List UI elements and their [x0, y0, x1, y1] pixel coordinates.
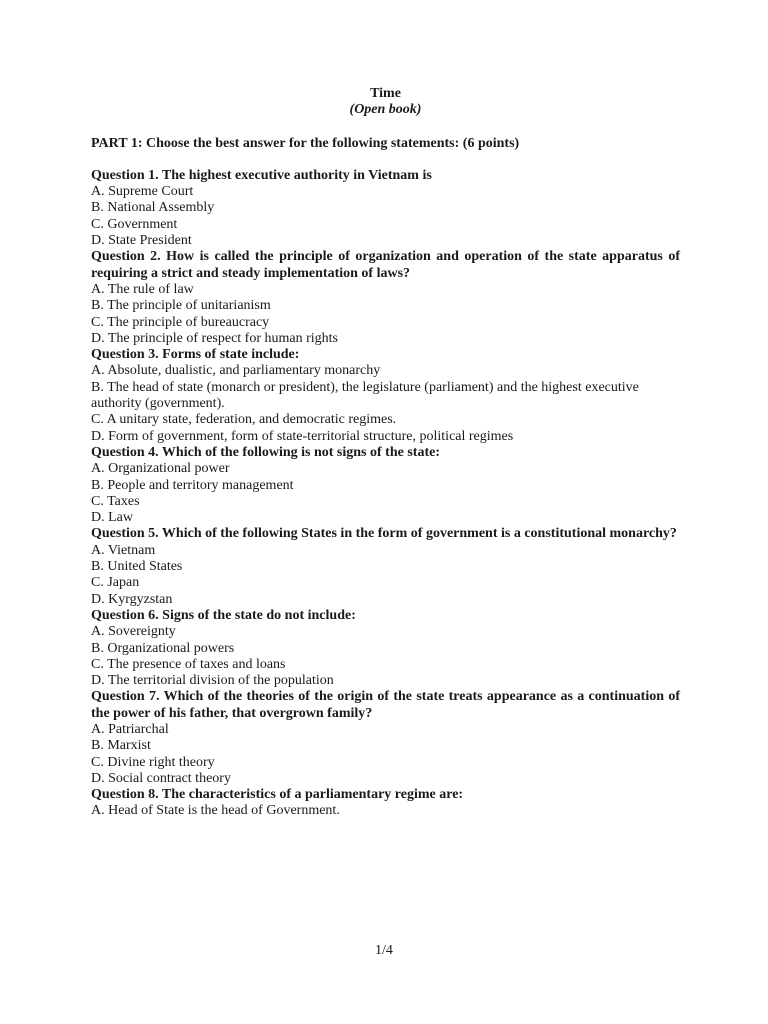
document-subtitle: (Open book): [349, 102, 422, 118]
answer-option: B. Marxist: [91, 738, 151, 754]
answer-option: B. National Assembly: [91, 200, 215, 216]
answer-option: A. The rule of law: [91, 281, 194, 297]
answer-option: B. The principle of unitarianism: [91, 298, 271, 314]
part-instruction: Choose the best answer for the following statements: (6 points): [142, 135, 520, 151]
answer-option: B. Organizational powers: [91, 640, 235, 656]
answer-option: A. Vietnam: [91, 542, 156, 558]
part-heading: [91, 136, 680, 152]
answer-option: A. Head of State is the head of Government.: [91, 803, 340, 819]
question-block: [91, 445, 680, 526]
answer-option: D. The principle of respect for human rights: [91, 330, 339, 346]
question-block: [91, 168, 680, 249]
question-block: [91, 787, 680, 820]
question-text: Question 2. How is called the principle of organization and operation of the state apparatus of requiring a strict and steady implementation of laws?: [91, 249, 680, 281]
answer-option: D. Kyrgyzstan: [91, 591, 173, 607]
question-block: [91, 347, 680, 445]
answer-option: B. People and territory management: [91, 477, 294, 493]
answer-option: C. A unitary state, federation, and democratic regimes.: [91, 412, 397, 428]
answer-option: D. Law: [91, 510, 133, 526]
answer-option: A. Organizational power: [91, 461, 230, 477]
question-text: Question 5. Which of the following States in the form of government is a constitutional monarchy?: [91, 526, 677, 542]
answer-option: C. Japan: [91, 575, 140, 591]
question-text: Question 4. Which of the following is not signs of the state:: [91, 444, 440, 460]
question-block: [91, 526, 680, 607]
answer-option: C. The principle of bureaucracy: [91, 314, 270, 330]
document-page: [91, 86, 680, 820]
answer-option: C. Taxes: [91, 493, 140, 509]
answer-option: C. Divine right theory: [91, 754, 215, 770]
answer-option: C. The presence of taxes and loans: [91, 656, 286, 672]
answer-option: A. Supreme Court: [91, 184, 194, 200]
question-text: Question 3. Forms of state include:: [91, 347, 300, 363]
answer-option: A. Absolute, dualistic, and parliamentary monarchy: [91, 363, 381, 379]
question-block: [91, 249, 680, 347]
answer-option: D. The territorial division of the population: [91, 673, 334, 689]
answer-option: D. State President: [91, 233, 192, 249]
answer-option: B. The head of state (monarch or president), the legislature (parliament) and the highest executive authority (government).: [91, 379, 639, 412]
question-list: [91, 168, 680, 820]
answer-option: D. Social contract theory: [91, 770, 231, 786]
answer-option: A. Sovereignty: [91, 624, 176, 640]
question-text: Question 6. Signs of the state do not include:: [91, 607, 356, 623]
question-block: [91, 608, 680, 689]
question-text: Question 8. The characteristics of a parliamentary regime are:: [91, 787, 464, 803]
part-label: PART 1:: [91, 135, 143, 151]
answer-option: B. United States: [91, 559, 183, 575]
answer-option: A. Patriarchal: [91, 721, 169, 737]
question-text: Question 1. The highest executive authority in Vietnam is: [91, 167, 432, 183]
answer-option: D. Form of government, form of state-territorial structure, political regimes: [91, 428, 514, 444]
question-block: [91, 689, 680, 787]
document-title: Time: [370, 86, 401, 101]
question-text: Question 7. Which of the theories of the origin of the state treats appearance as a continuation of the power of his father, that overgrown family?: [91, 689, 680, 721]
answer-option: C. Government: [91, 216, 178, 232]
page-number: 1/4: [375, 943, 393, 958]
